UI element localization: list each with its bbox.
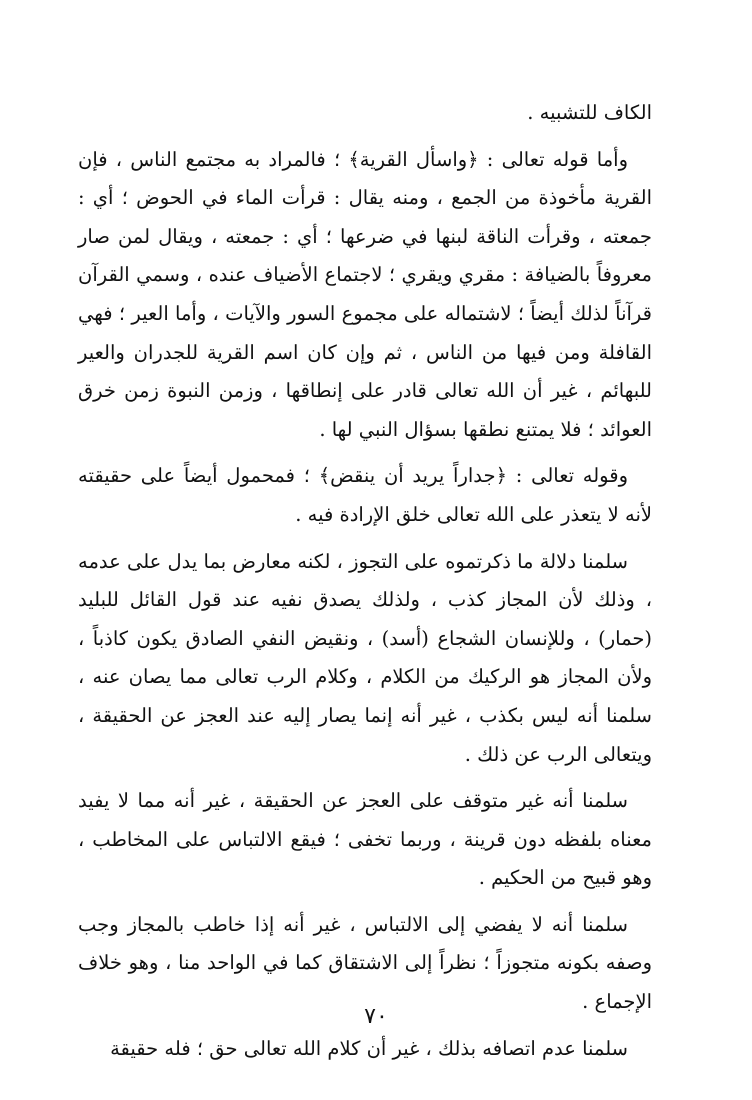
paragraph-2: وأما قوله تعالى : ﴿واسأل القرية﴾ ؛ فالمراد به مجتمع الناس ، فإن القرية مأخوذة من الجمع ، ومنه يقال : قرأت الماء في الحوض ؛ أي : جمعته ، وقرأت الناقة لبنها في ضرعها ؛ أي : جمعته ، ويقال لمن صار معروفاً بالضيافة : مقري ويقري ؛ لاجتماع الأضياف عنده ، وسمي القرآن قرآناً لذلك أيضاً ؛ لاشتماله على مجموع السور والآيات ، وأما العير ؛ فهي القافلة ومن فيها من الناس ، ثم وإن كان اسم القرية للجدران والعير للبهائم ، غير أن الله تعالى قادر على إنطاقها ، وزمن النبوة زمن خرق العوائد ؛ فلا يمتنع نطقها بسؤال النبي لها . [78, 147, 652, 441]
page-number: ٧٠ [364, 1004, 388, 1029]
page-body [78, 94, 652, 1068]
paragraph-3: وقوله تعالى : ﴿جداراً يريد أن ينقض﴾ ؛ فمحمول أيضاً على حقيقته لأنه لا يتعذر على الله تعالى خلق الإرادة فيه . [78, 464, 652, 526]
paragraph-5: سلمنا أنه غير متوقف على العجز عن الحقيقة ، غير أنه مما لا يفيد معناه بلفظه دون قرينة ، وربما تخفى ؛ فيقع الالتباس على المخاطب ، وهو قبيح من الحكيم . [78, 789, 652, 890]
paragraph-6: سلمنا أنه لا يفضي إلى الالتباس ، غير أنه إذا خاطب بالمجاز وجب وصفه بكونه متجوزاً ؛ نظراً إلى الاشتقاق كما في الواحد منا ، وهو خلاف الإجماع . [78, 912, 652, 1014]
paragraph-7: سلمنا عدم اتصافه بذلك ، غير أن كلام الله تعالى حق ؛ فله حقيقة [110, 1036, 628, 1060]
paragraph-4: سلمنا دلالة ما ذكرتموه على التجوز ، لكنه معارض بما يدل على عدمه ، وذلك لأن المجاز كذب ، ولذلك يصدق نفيه عند قول القائل للبليد (حمار) ، وللإنسان الشجاع (أسد) ، ونقيض النفي الصادق يكون كاذباً ، ولأن المجاز هو الركيك من الكلام ، وكلام الرب تعالى مما يصان عنه ، سلمنا أنه ليس بكذب ، غير أنه إنما يصار إليه عند العجز عن الحقيقة ، ويتعالى الرب عن ذلك . [78, 549, 652, 766]
paragraph-1: الكاف للتشبيه . [527, 101, 652, 124]
